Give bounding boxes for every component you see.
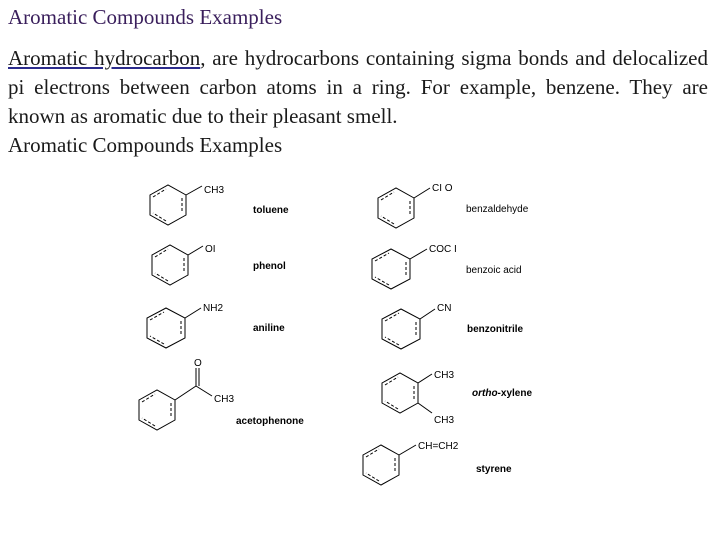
acetophenone-methyl: CH3: [214, 394, 235, 405]
benzaldehyde-group: CI O: [432, 183, 453, 194]
page-title: Aromatic Compounds Examples: [8, 5, 283, 29]
styrene-label: styrene: [476, 464, 512, 475]
ortho-xylene-structure: [382, 370, 532, 426]
aromatic-hydrocarbon-link[interactable]: Aromatic hydrocarbon: [8, 46, 201, 70]
styrene-structure: [363, 441, 512, 485]
phenol-label: phenol: [253, 261, 286, 272]
benzoic-acid-structure: [372, 244, 522, 289]
toluene-structure: [150, 185, 289, 225]
benzonitrile-group: CN: [437, 303, 452, 314]
aniline-structure: [147, 303, 285, 348]
toluene-group: CH3: [204, 185, 225, 196]
styrene-group: CH=CH2: [418, 441, 459, 452]
ortho-xylene-bottom-methyl: CH3: [434, 415, 455, 426]
acetophenone-label: acetophenone: [236, 416, 304, 427]
examples-subtitle: Aromatic Compounds Examples: [8, 133, 283, 157]
ortho-xylene-top-methyl: CH3: [434, 370, 455, 381]
aniline-group: NH2: [203, 303, 224, 314]
ortho-xylene-label: [472, 388, 532, 399]
acetophenone-structure: [139, 358, 304, 430]
benzonitrile-label: benzonitrile: [467, 324, 524, 335]
phenol-structure: [152, 244, 286, 285]
benzonitrile-structure: [382, 303, 524, 349]
acetophenone-oxygen: O: [194, 358, 202, 369]
ortho-prefix: ortho: [472, 388, 498, 399]
benzaldehyde-label: benzaldehyde: [466, 204, 529, 215]
benzoic-acid-group: COC I: [429, 244, 457, 255]
benzaldehyde-structure: [378, 183, 529, 228]
phenol-group: OI: [205, 244, 216, 255]
benzoic-acid-label: benzoic acid: [466, 265, 522, 276]
xylene-suffix: -xylene: [497, 388, 533, 399]
aniline-label: aniline: [253, 323, 285, 334]
intro-paragraph-text: , are hydrocarbons containing sigma bonds and delocalized pi electrons between carbon atoms in a ring. For example, benzene. They are known as aromatic due to their pleasant smell.: [8, 46, 709, 128]
toluene-label: toluene: [253, 205, 289, 216]
